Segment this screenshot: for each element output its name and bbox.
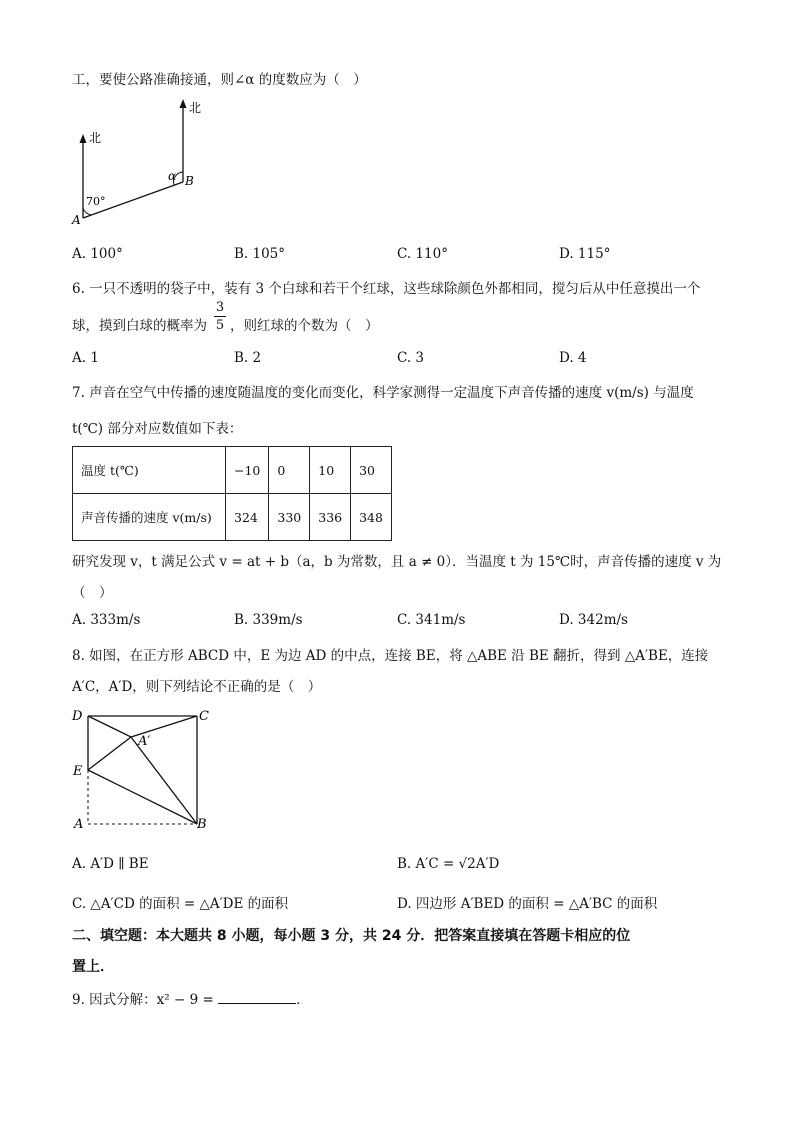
q6-line1: 6. 一只不透明的袋子中，装有 3 个白球和若干个红球，这些球除颜色外都相同，搅匀后从中任意摸出一个: [72, 281, 701, 297]
table-row: [73, 494, 392, 541]
point-e-label: E: [73, 764, 83, 779]
answer-blank[interactable]: [218, 991, 296, 1004]
point-a-label: A: [74, 817, 84, 832]
table-cell: 0: [269, 447, 310, 494]
point-a-prime-label: A′: [138, 734, 151, 749]
q5-option-c: C. 110°: [397, 246, 448, 262]
table-cell: 30: [351, 447, 392, 494]
fraction-numerator: 3: [215, 300, 225, 315]
q6-line2-post: ，则红球的个数为（ ）: [230, 318, 379, 334]
point-a-label: A: [72, 213, 81, 227]
point-b-label: B: [185, 174, 194, 188]
speed-temperature-table: [72, 446, 392, 541]
table-cell: 330: [269, 494, 310, 541]
q8-square-figure: [68, 704, 218, 834]
q7-option-a: A. 333m/s: [72, 612, 141, 628]
point-b-label: B: [197, 817, 207, 832]
q5-stem: 工，要使公路准确接通，则∠α 的度数应为（ ）: [72, 72, 367, 88]
q5-option-a: A. 100°: [72, 246, 123, 262]
table-cell: 336: [310, 494, 351, 541]
alpha-label: α: [168, 169, 177, 183]
q5-option-b: B. 105°: [234, 246, 286, 262]
table-header-speed: 声音传播的速度 v(m/s): [73, 494, 226, 541]
table-cell: −10: [226, 447, 269, 494]
north-label-1: 北: [89, 131, 102, 145]
q9-end: ．: [296, 992, 310, 1008]
q6-option-d: D. 4: [559, 350, 587, 366]
q5-figure: [62, 96, 212, 232]
q7-line2: t(℃) 部分对应数值如下表：: [72, 421, 243, 437]
table-cell: 324: [226, 494, 269, 541]
q6-option-c: C. 3: [397, 350, 425, 366]
q8-line2: A′C，A′D，则下列结论不正确的是（ ）: [72, 679, 322, 695]
q6-option-b: B. 2: [234, 350, 262, 366]
point-c-label: C: [199, 709, 209, 724]
q5-option-d: D. 115°: [559, 246, 611, 262]
q6-option-a: A. 1: [72, 350, 99, 366]
q7-option-c: C. 341m/s: [397, 612, 466, 628]
q7-line4: （ ）: [72, 585, 113, 601]
table-cell: 348: [351, 494, 392, 541]
section-heading-line2: 置上．: [72, 959, 114, 975]
table-row: [73, 447, 392, 494]
q7-option-d: D. 342m/s: [559, 612, 628, 628]
q8-option-d: D. 四边形 A′BED 的面积 = △A′BC 的面积: [397, 896, 658, 912]
q7-line3: 研究发现 v，t 满足公式 v = at + b（a，b 为常数，且 a ≠ 0）．当温度 t 为 15℃时，声音传播的速度 v 为: [72, 554, 722, 570]
q8-line1: 8. 如图，在正方形 ABCD 中，E 为边 AD 的中点，连接 BE，将 △ABE 沿 BE 翻折，得到 △A′BE，连接: [72, 648, 709, 664]
q9-line: [72, 988, 310, 1008]
q8-option-b: B. A′C = √2A′D: [397, 856, 500, 872]
q8-option-c: C. △A′CD 的面积 = △A′DE 的面积: [72, 896, 289, 912]
q7-option-b: B. 339m/s: [234, 612, 303, 628]
north-label-2: 北: [189, 101, 202, 115]
q7-line1: 7. 声音在空气中传播的速度随温度的变化而变化，科学家测得一定温度下声音传播的速度 v(m/s) 与温度: [72, 385, 694, 401]
q8-option-a: A. A′D ∥ BE: [72, 856, 149, 872]
point-d-label: D: [72, 709, 83, 724]
fraction-bar: [214, 316, 226, 317]
table-cell: 10: [310, 447, 351, 494]
q6-fraction: [212, 300, 228, 333]
table-header-temperature: 温度 t(℃): [73, 447, 226, 494]
fraction-denominator: 5: [215, 318, 225, 333]
q6-line2-pre: 球，摸到白球的概率为: [72, 318, 207, 334]
section-heading-line1: 二、填空题：本大题共 8 小题，每小题 3 分，共 24 分．把答案直接填在答题卡相应的位: [72, 928, 631, 944]
angle-70-label: 70°: [86, 195, 106, 208]
q9-text: 9. 因式分解：x² − 9 =: [72, 992, 214, 1008]
